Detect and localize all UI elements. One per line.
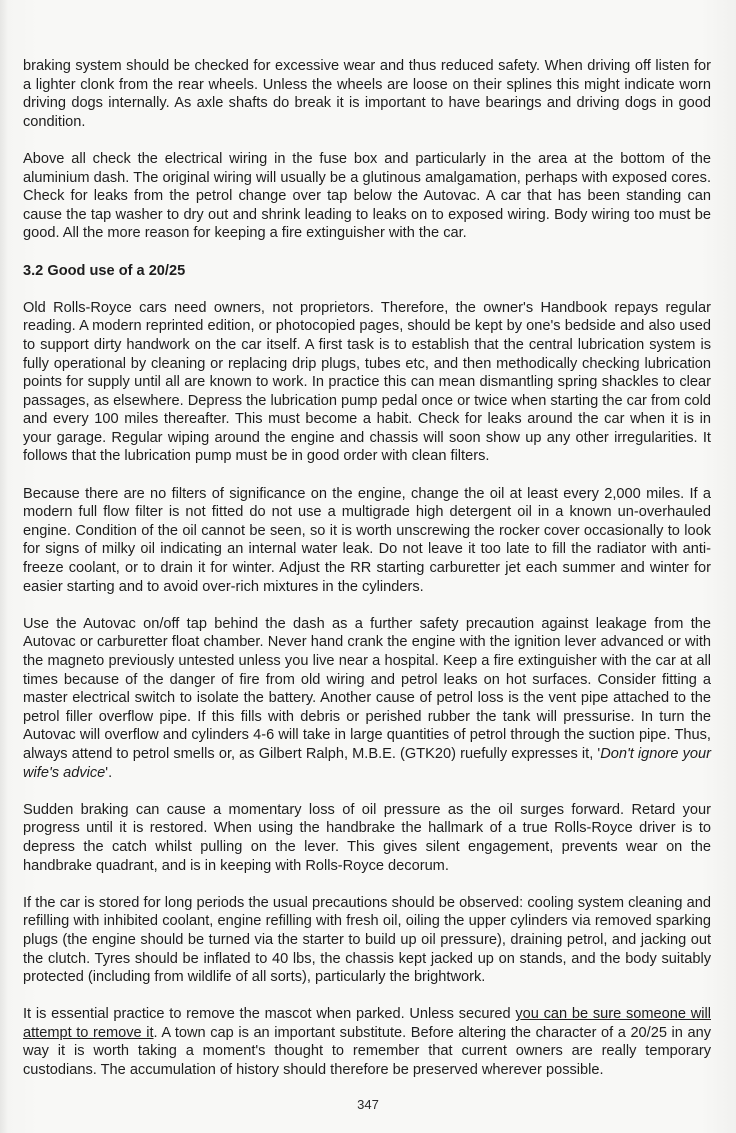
paragraph-braking: braking system should be checked for excessive wear and thus reduced safety. When driving off listen for a lighter clonk from the rear wheels. Unless the wheels are loose on their splines this might indicate worn driving dogs internally. As axle shafts do break it is important to have bearings and driving dogs in good condition.: [23, 58, 711, 130]
underlined-phrase: you can be sure someone will attempt to remove it: [23, 1006, 711, 1041]
paragraph-storage: If the car is stored for long periods the usual precautions should be observed: cooling system cleaning and refilling with inhibited coolant, engine refilling with fresh oil, oiling the upper cylinders via removed sparking plugs (the engine should be turned via the starter to build up oil pressure), draining petrol, and jacking out the clutch. Tyres should be inflated to 40 lbs, the chassis kept jacked up on stands, and the body suitably protected (including from wildlife of all sorts), particularly the brightwork.: [23, 894, 711, 986]
section-heading: 3.2 Good use of a 20/25: [23, 262, 186, 279]
page-number: 347: [357, 1097, 379, 1112]
paragraph-sudden-braking: Sudden braking can cause a momentary loss of oil pressure as the oil surges forward. Retard your progress until it is restored. When using the handbrake the hallmark of a true Rolls-Royce driver is to depress the catch whilst pulling on the lever. This gives silent engagement, prevents wear on the handbrake quadrant, and is in keeping with Rolls-Royce decorum.: [23, 801, 711, 874]
paragraph-autovac-text: Use the Autovac on/off tap behind the dash as a further safety precaution against leakage from the Autovac or carburetter float chamber. Never hand crank the engine with the ignition lever advanced or with the magneto previously untested unless you live near a hospital. Keep a fire extinguisher with the car at all times because of the danger of fire from old wiring and petrol leaks on hot surfaces. Consider fitting a master electrical switch to isolate the battery. Another cause of petrol loss is the vent pipe attached to the petrol filler overflow pipe. If this fills with debris or perished rubber the tank will pressurise. In turn the Autovac will overflow and cylinders 4-6 will take in large quantities of petrol through the suction pipe. Thus, always attend to petrol smells or, as Gilbert Ralph, M.B.E. (GTK20) ruefully expresses it, ': [23, 615, 711, 762]
paragraph-mascot-end: . A town cap is an important substitute. Before altering the character of a 20/25 in any way it is worth taking a moment's thought to remember that current owners are really temporary custodians. The accumulation of history should therefore be preserved wherever possible.: [23, 1024, 711, 1079]
paragraph-mascot-start: It is essential practice to remove the mascot when parked. Unless secured: [23, 1006, 516, 1023]
quote-italic: Don't ignore your wife's advice: [23, 745, 712, 781]
paragraph-autovac-end: '.: [105, 764, 113, 781]
paragraph-oil-filters: Because there are no filters of significance on the engine, change the oil at least every 2,000 miles. If a modern full flow filter is not fitted do not use a multigrade high detergent oil in a known un-overhauled engine. Condition of the oil cannot be seen, so it is worth unscrewing the rocker cover occasionally to look for signs of milky oil indicating an internal water leak. Do not leave it too late to fill the radiator with anti-freeze coolant, or to drain it for winter. Adjust the RR starting carburetter jet each summer and winter for easier starting and to avoid over-rich mixtures in the cylinders.: [23, 485, 711, 595]
paragraph-owners: Old Rolls-Royce cars need owners, not proprietors. Therefore, the owner's Handbook repays regular reading. A modern reprinted edition, or photocopied pages, should be kept by one's bedside and also used to support dirty handwork on the car itself. A first task is to establish that the central lubrication system is fully operational by cleaning or replacing drip plugs, tubes etc, and then methodically checking lubrication points for supply until all are known to work. In practice this can mean dismantling spring shackles to clear passages, as elsewhere. Depress the lubrication pump pedal once or twice when starting the car from cold and every 100 miles thereafter. This must become a habit. Check for leaks around the car when it is in your garage. Regular wiping around the engine and chassis will soon show up any other irregularities. It follows that the lubrication pump must be in good order with clean filters.: [23, 299, 711, 465]
paragraph-electrical-wiring: Above all check the electrical wiring in the fuse box and particularly in the area at the bottom of the aluminium dash. The original wiring will usually be a glutinous amalgamation, perhaps with exposed cores. Check for leaks from the petrol change over tap below the Autovac. A car that has been standing can cause the tap washer to dry out and shrink leading to leaks on to exposed wiring. Body wiring too must be good. All the more reason for keeping a fire extinguisher with the car.: [23, 150, 711, 242]
document-body: [23, 57, 711, 1098]
paragraph-mascot: [23, 1005, 711, 1079]
paragraph-autovac: [23, 615, 711, 782]
